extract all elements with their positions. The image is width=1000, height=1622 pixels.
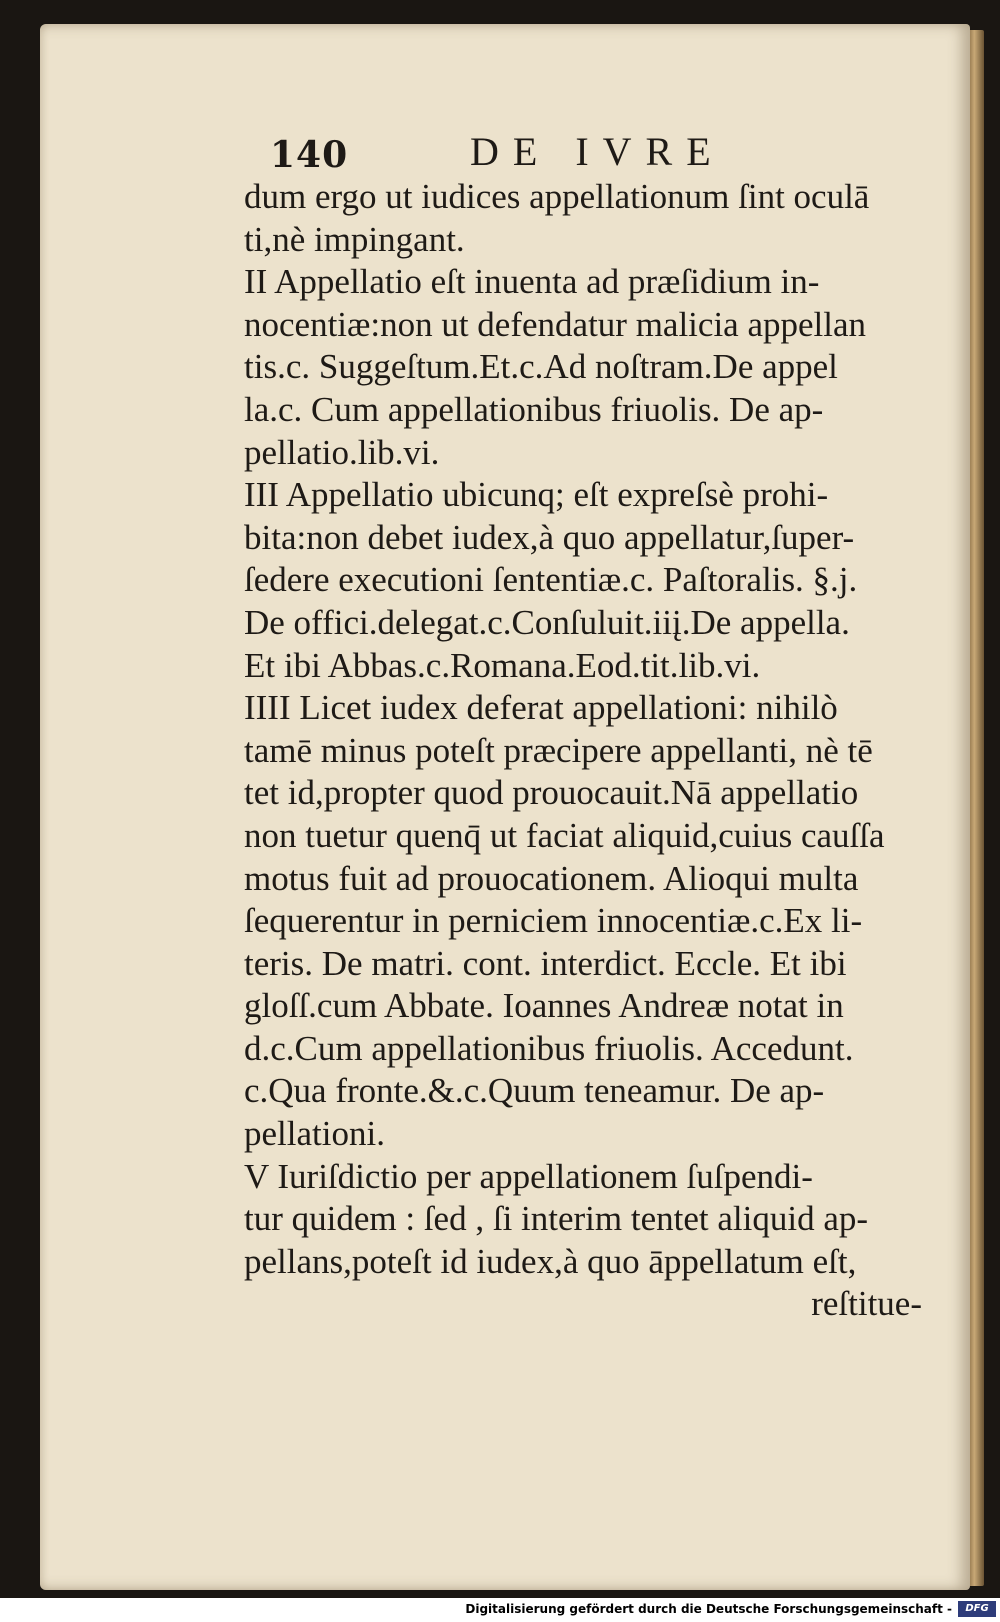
dfg-logo: DFG bbox=[958, 1601, 996, 1617]
text-line: d.c.Cum appellationibus friuolis. Accedunt. bbox=[244, 1028, 854, 1068]
text-line: pellationi. bbox=[244, 1114, 385, 1154]
text-line: bita:non debet iudex,à quo appellatur,ſuper- bbox=[244, 517, 855, 557]
text-line: ſedere executioni ſententiæ.c. Paſtoralis. §.j. bbox=[244, 560, 858, 600]
text-line: II Appellatio eſt inuenta ad præſidium in- bbox=[244, 262, 820, 302]
footer-bar bbox=[0, 1598, 1000, 1622]
text-line: Et ibi Abbas.c.Romana.Eod.tit.lib.vi. bbox=[244, 645, 761, 685]
text-line: pellatio.lib.vi. bbox=[244, 432, 440, 472]
text-line: motus fuit ad prouocationem. Alioqui multa bbox=[244, 858, 859, 898]
text-line: tis.c. Suggeſtum.Et.c.Ad noſtram.De appel bbox=[244, 347, 838, 387]
text-line: la.c. Cum appellationibus friuolis. De ap- bbox=[244, 389, 824, 429]
text-line: tamē minus poteſt præcipere appellanti, nè tē bbox=[244, 730, 873, 770]
text-line: ſequerentur in perniciem innocentiæ.c.Ex li- bbox=[244, 901, 863, 941]
text-line: teris. De matri. cont. interdict. Eccle. Et ibi bbox=[244, 943, 847, 983]
text-line: V Iuriſdictio per appellationem ſuſpendi- bbox=[244, 1156, 813, 1196]
body-text bbox=[244, 176, 934, 1326]
text-line: tet id,propter quod prouocauit.Nā appellatio bbox=[244, 773, 859, 813]
page-number: 140 bbox=[270, 134, 349, 176]
catchword: reſtitue- bbox=[811, 1284, 922, 1324]
running-head: DE IVRE bbox=[470, 129, 725, 174]
text-line: pellans,poteſt id iudex,à quo āppellatum eſt, bbox=[244, 1241, 857, 1281]
text-line: dum ergo ut iudices appellationum ſint oculā bbox=[244, 177, 870, 216]
text-line: nocentiæ:non ut defendatur malicia appellan bbox=[244, 304, 867, 344]
text-line: tur quidem : ſed , ſi interim tentet aliquid ap- bbox=[244, 1199, 869, 1239]
text-line: IIII Licet iudex deferat appellationi: nihilò bbox=[244, 688, 838, 728]
page-header bbox=[270, 128, 790, 178]
text-line: ti,nè impingant. bbox=[244, 219, 465, 259]
text-line: III Appellatio ubicunq; eſt expreſsè prohi- bbox=[244, 475, 829, 515]
text-line: c.Qua fronte.&.c.Quum teneamur. De ap- bbox=[244, 1071, 825, 1111]
page-edge bbox=[968, 30, 984, 1586]
funding-credit: Digitalisierung gefördert durch die Deutsche Forschungsgemeinschaft - bbox=[465, 1602, 952, 1616]
text-line: non tuetur quenq̄ ut faciat aliquid,cuius cauſſa bbox=[244, 815, 885, 855]
text-line: De offici.delegat.c.Conſuluit.iiį.De appella. bbox=[244, 602, 850, 642]
text-line: gloſſ.cum Abbate. Ioannes Andreæ notat in bbox=[244, 986, 844, 1026]
